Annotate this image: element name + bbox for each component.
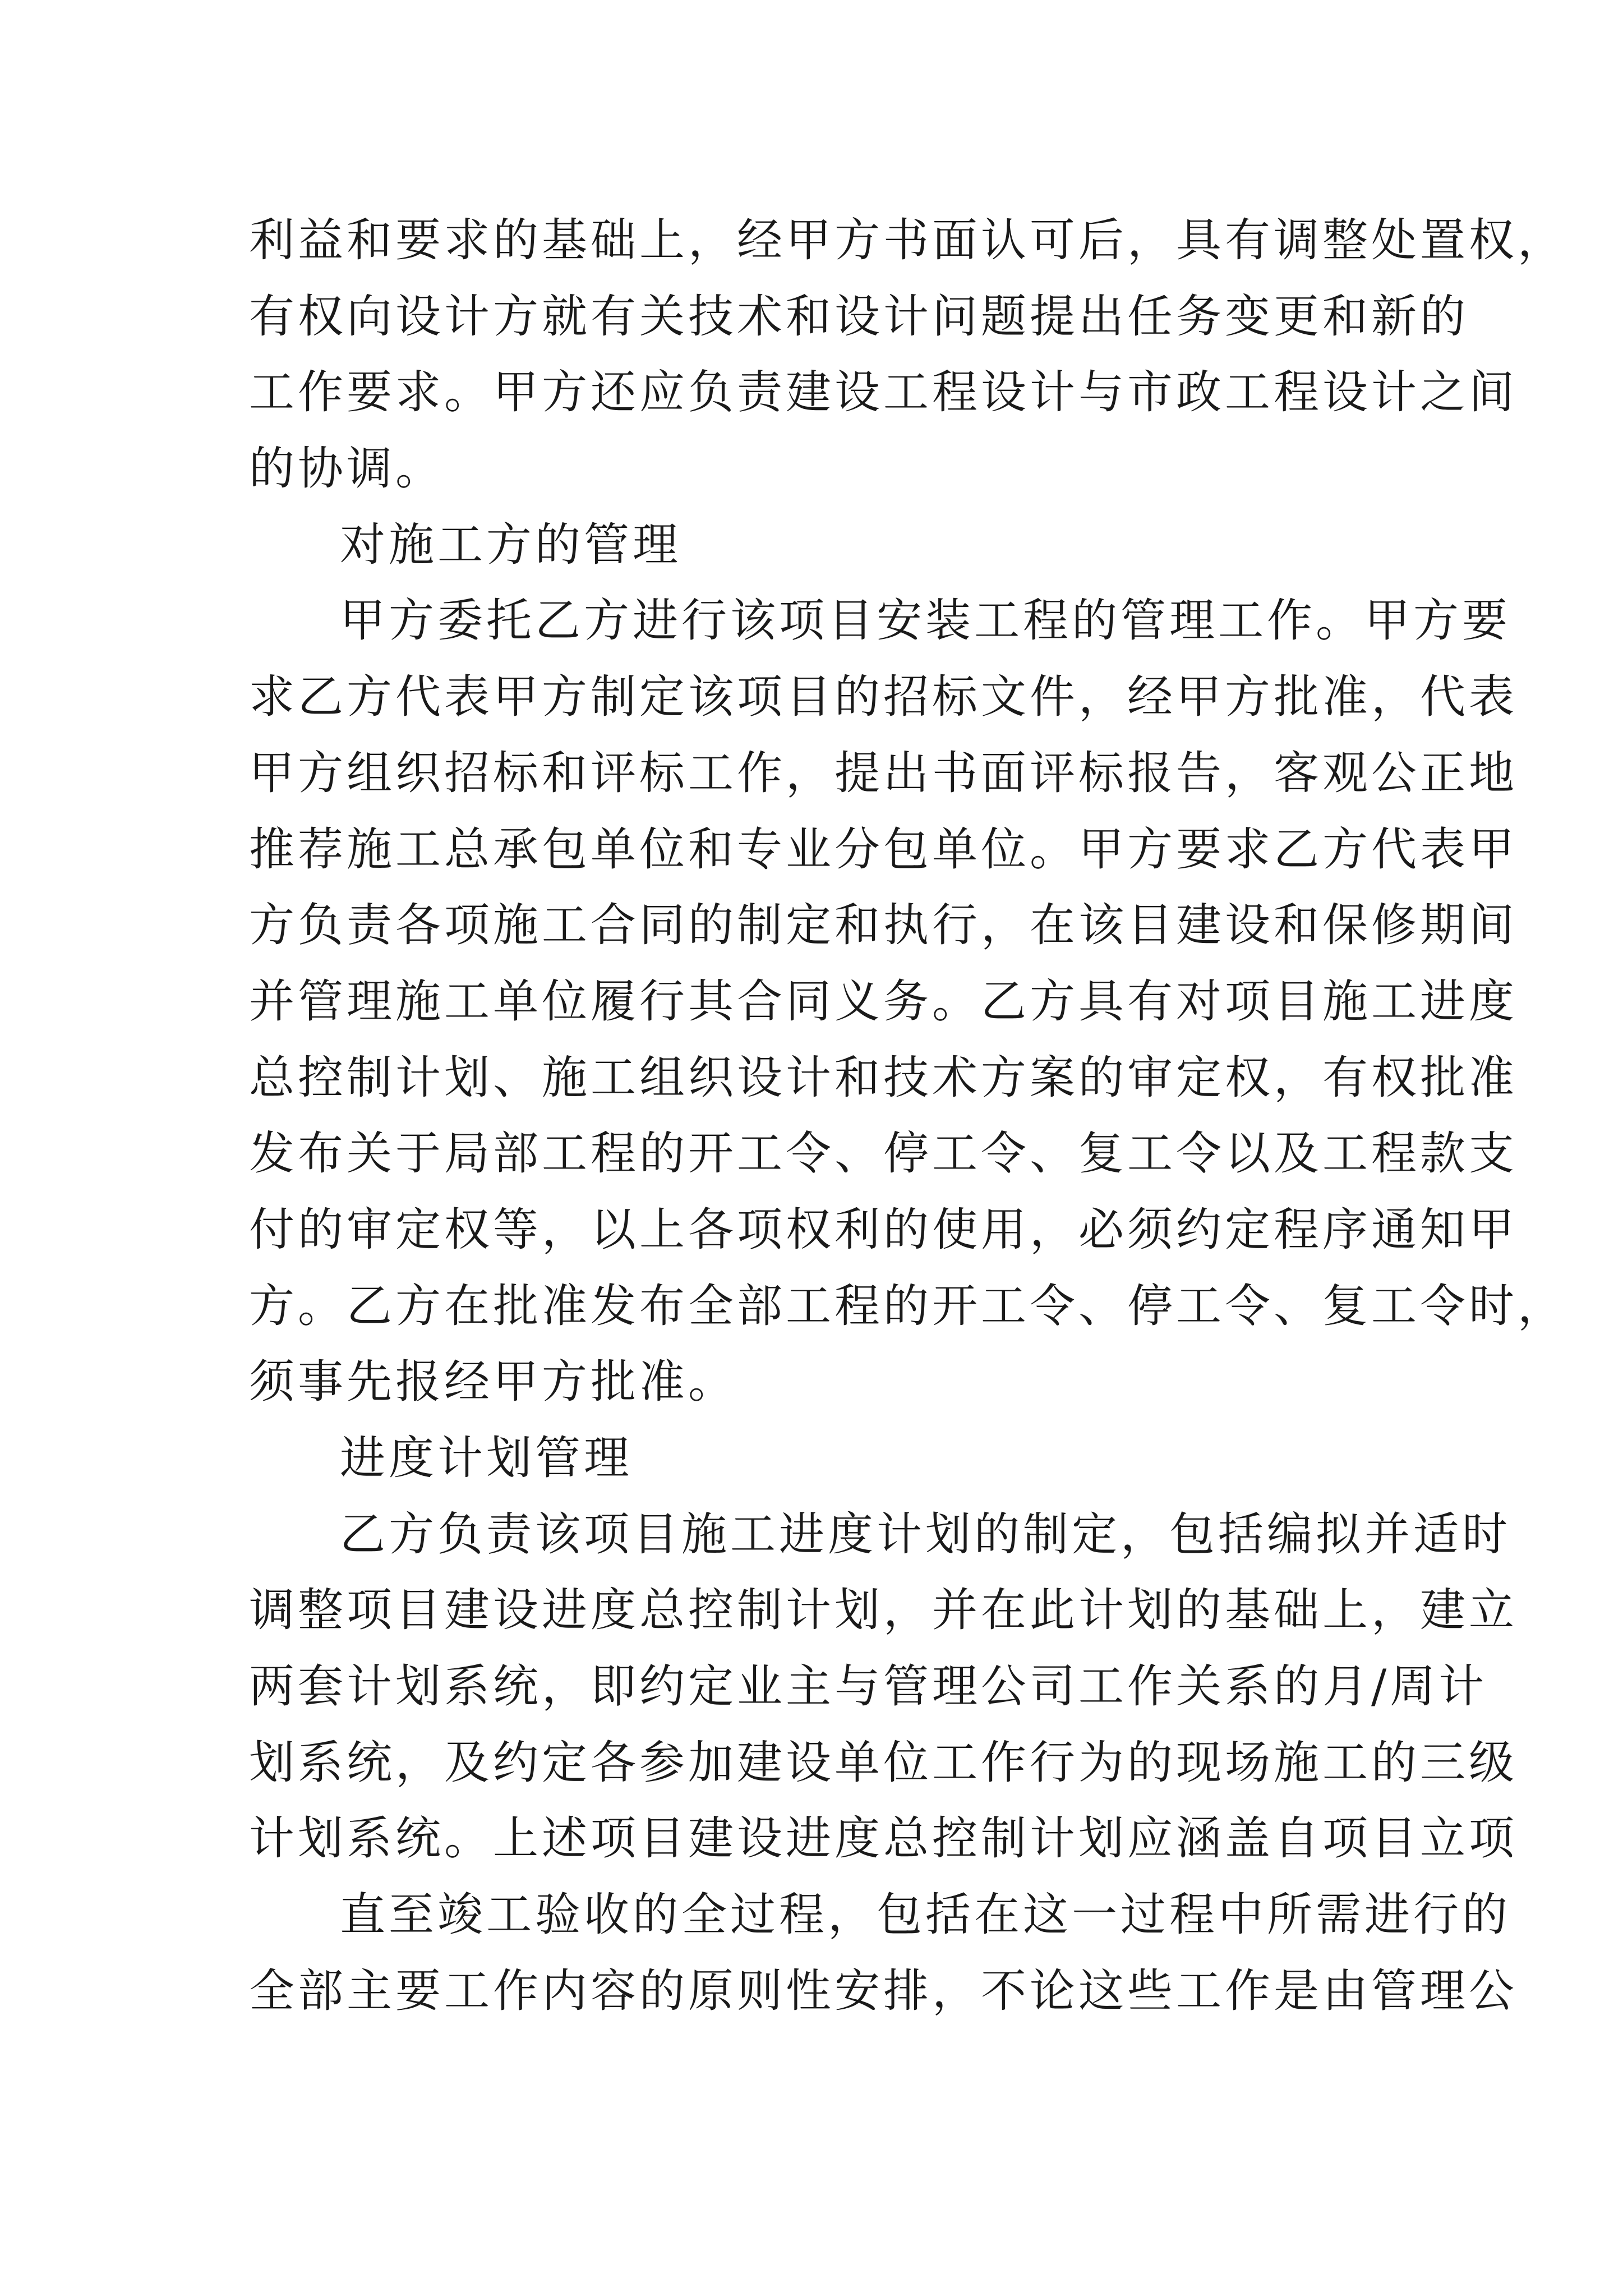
text-line: 有权向设计方就有关技术和设计问题提出任务变更和新的 (249, 290, 1469, 343)
text-line: 乙方负责该项目施工进度计划的制定，包括编拟并适时 (340, 1508, 1511, 1561)
text-line: 利益和要求的基础上，经甲方书面认可后，具有调整处置权， (249, 214, 1567, 267)
text-line: 甲方组织招标和评标工作，提出书面评标报告，客观公正地 (249, 747, 1518, 800)
section-heading: 进度计划管理 (340, 1432, 633, 1485)
text-line: 甲方委托乙方进行该项目安装工程的管理工作。甲方要 (340, 595, 1511, 648)
text-line: 的协调。 (249, 443, 445, 496)
text-line: 调整项目建设进度总控制计划，并在此计划的基础上，建立 (249, 1584, 1518, 1637)
text-line: 方。乙方在批准发布全部工程的开工令、停工令、复工令时， (249, 1280, 1567, 1333)
text-line: 划系统，及约定各参加建设单位工作行为的现场施工的三级 (249, 1736, 1518, 1789)
text-line: 全部主要工作内容的原则性安排，不论这些工作是由管理公 (249, 1964, 1518, 2018)
text-line: 工作要求。甲方还应负责建设工程设计与市政工程设计之间 (249, 366, 1518, 420)
text-line: 推荐施工总承包单位和专业分包单位。甲方要求乙方代表甲 (249, 823, 1518, 876)
body-text (249, 203, 1567, 2030)
text-line: 求乙方代表甲方制定该项目的招标文件，经甲方批准，代表 (249, 671, 1518, 724)
text-line: 总控制计划、施工组织设计和技术方案的审定权，有权批准 (249, 1051, 1518, 1105)
text-line: 直至竣工验收的全过程，包括在这一过程中所需进行的 (340, 1889, 1511, 1942)
text-line: 计划系统。上述项目建设进度总控制计划应涵盖自项目立项 (249, 1812, 1518, 1866)
text-line: 发布关于局部工程的开工令、停工令、复工令以及工程款支 (249, 1128, 1518, 1181)
text-line: 两套计划系统，即约定业主与管理公司工作关系的月/周计 (249, 1660, 1488, 1714)
text-line: 付的审定权等，以上各项权利的使用，必须约定程序通知甲 (249, 1203, 1518, 1257)
text-line: 方负责各项施工合同的制定和执行，在该目建设和保修期间 (249, 899, 1518, 953)
text-line: 并管理施工单位履行其合同义务。乙方具有对项目施工进度 (249, 975, 1518, 1028)
section-heading: 对施工方的管理 (340, 518, 682, 572)
text-line: 须事先报经甲方批准。 (249, 1356, 737, 1409)
